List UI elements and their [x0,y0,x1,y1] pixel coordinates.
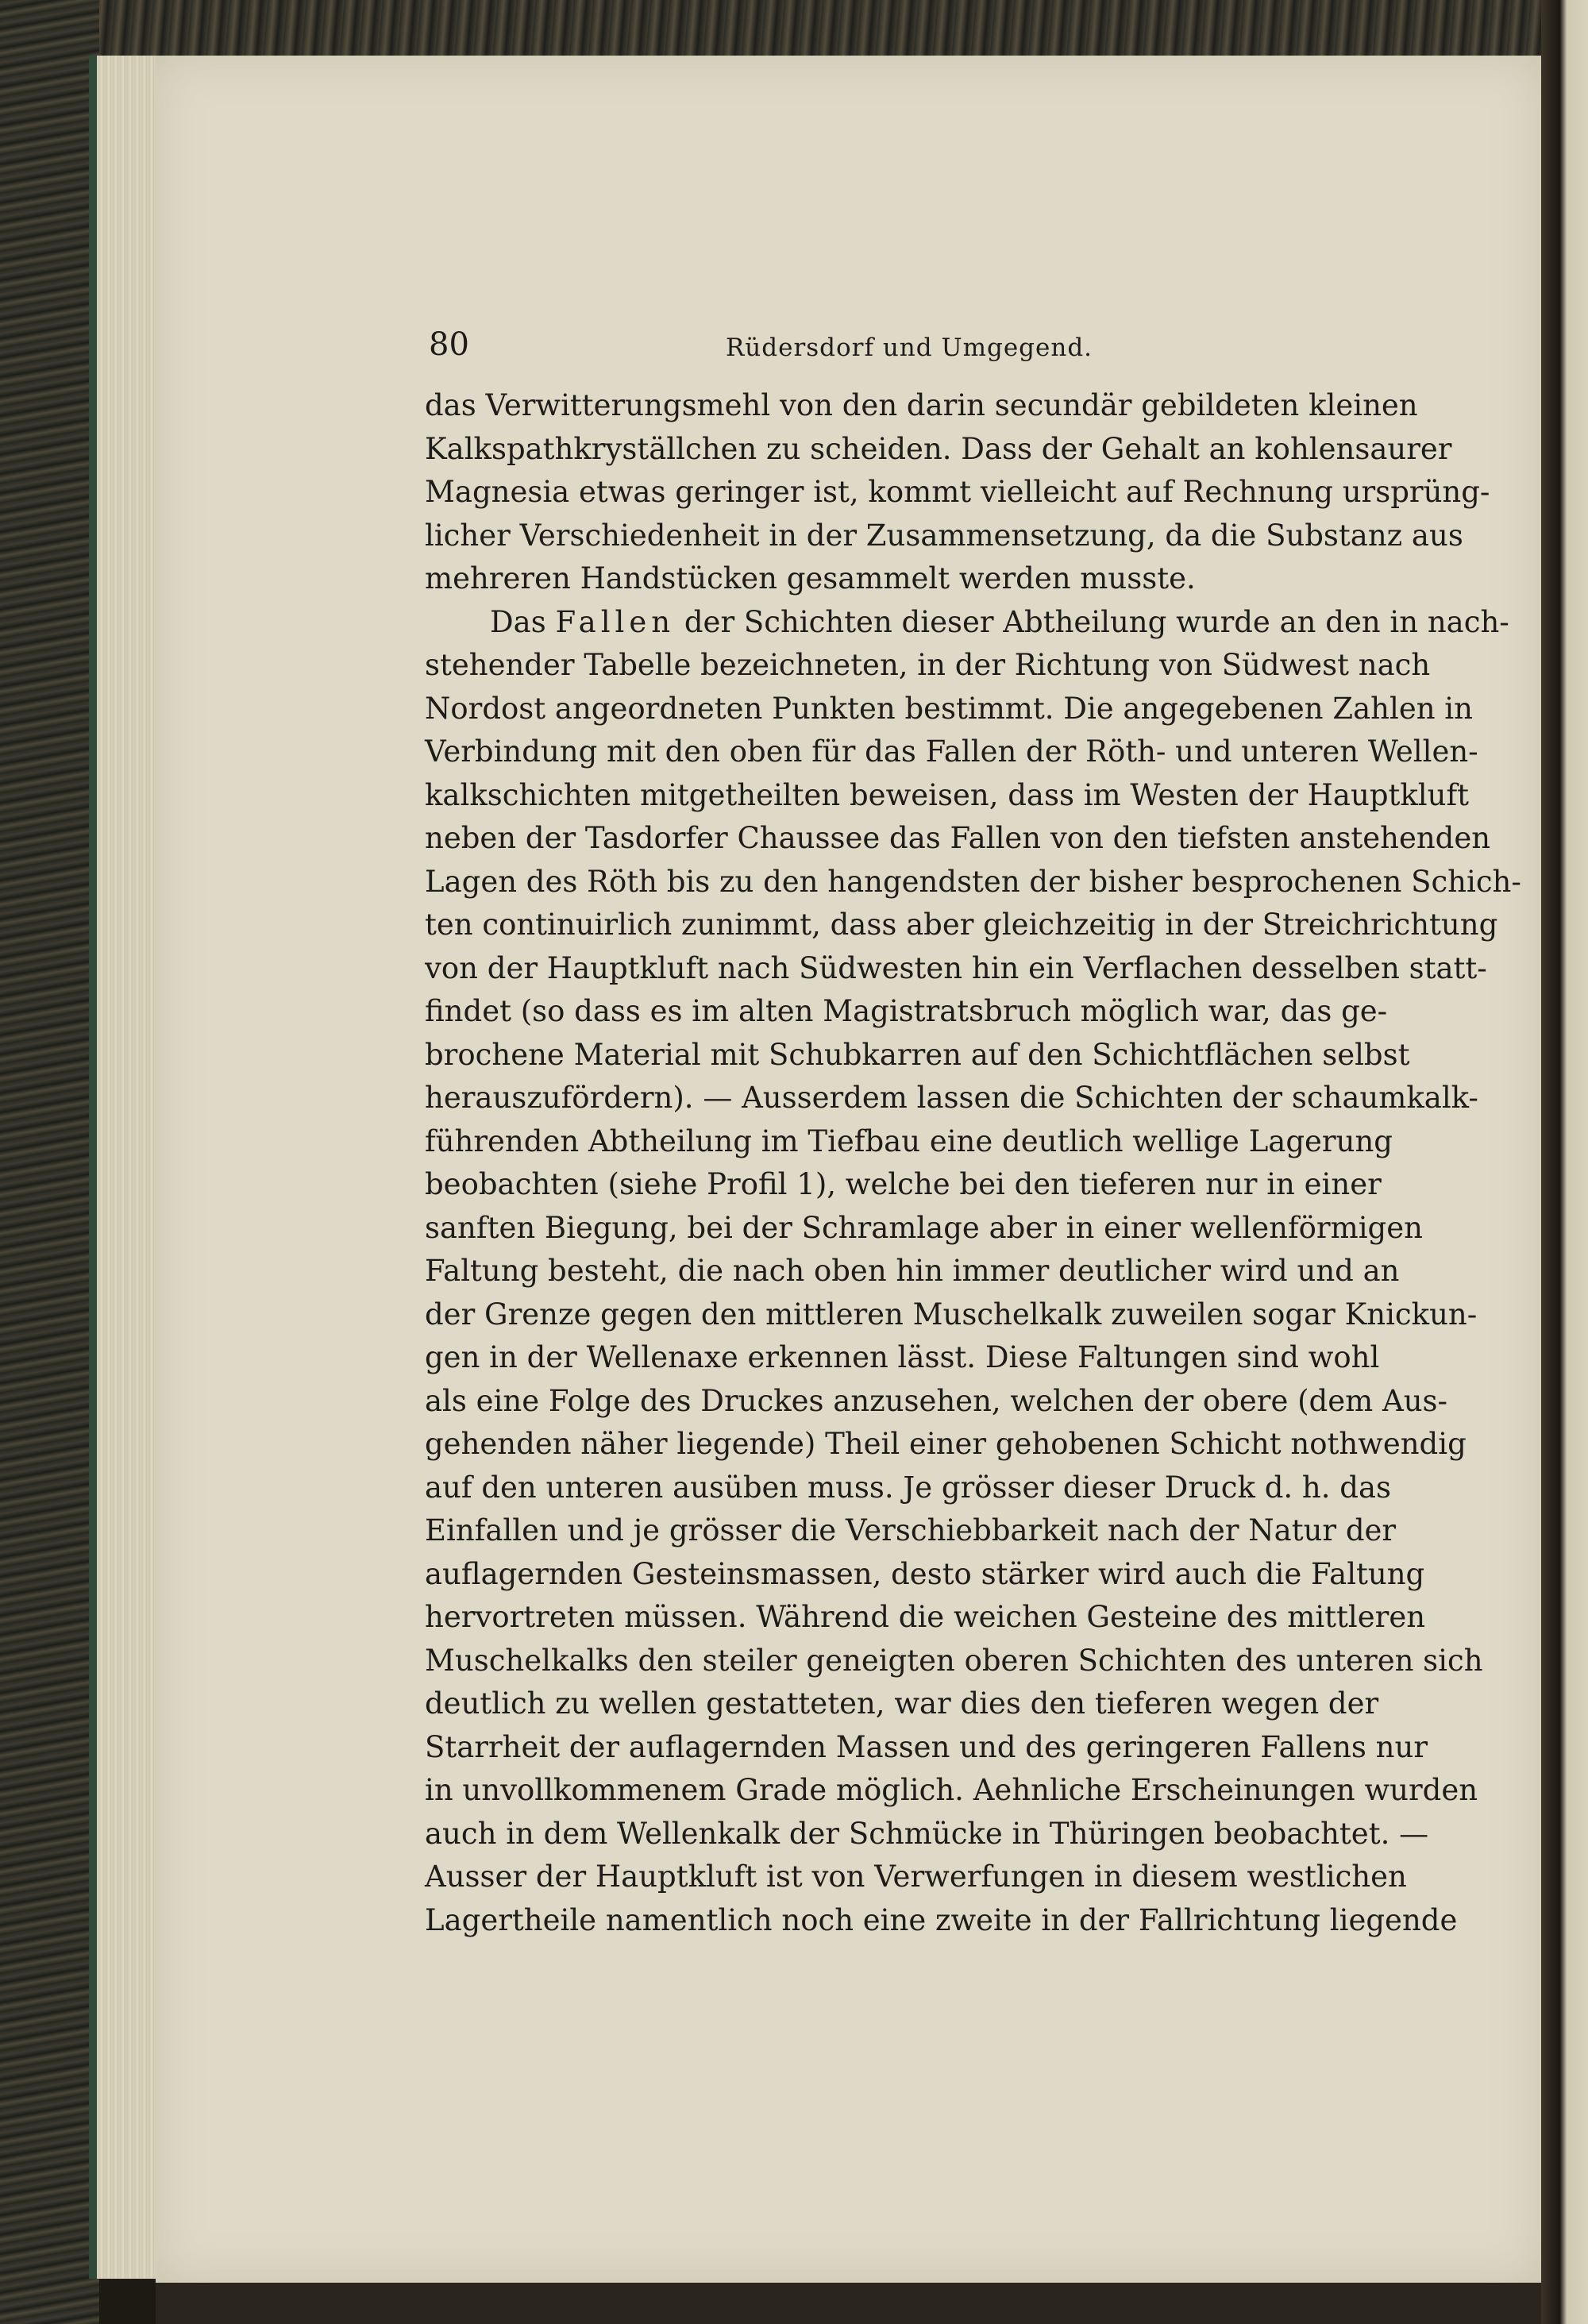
text-line: Magnesia etwas geringer ist, kommt vielleicht auf Rechnung ursprüng- [425,475,1490,509]
text-line: das Verwitterungsmehl von den darin secundär gebildeten kleinen [425,388,1418,422]
running-head: Rüdersdorf und Umgegend. [725,333,1093,362]
body-text [425,384,1521,1942]
text-line: brochene Material mit Schubkarren auf den Schichtflächen selbst [425,1037,1410,1072]
book-bottom-edge [156,2283,1541,2324]
text-line: kalkschichten mitgetheilten beweisen, dass im Westen der Hauptkluft [425,777,1470,812]
text-line: Ausser der Hauptkluft ist von Verwerfungen in diesem westlichen [425,1860,1407,1894]
page-header [429,321,1390,368]
text-line: der Grenze gegen den mittleren Muschelkalk zuweilen sogar Knickun- [425,1297,1478,1332]
right-gutter [1541,0,1588,2324]
text-line: Lagen des Röth bis zu den hangendsten der bisher besprochenen Schich- [425,864,1521,899]
text-line: auf den unteren ausüben muss. Je grösser dieser Druck d. h. das [425,1470,1391,1505]
text-line: Einfallen und je grösser die Verschiebbarkeit nach der Natur der [425,1513,1397,1547]
text-line: Kalkspathkryställchen zu scheiden. Dass der Gehalt an kohlensaurer [425,431,1452,466]
book-binding [0,0,99,2324]
text-line: führenden Abtheilung im Tiefbau eine deutlich wellige Lagerung [425,1123,1393,1158]
text-line: auflagernden Gesteinsmassen, desto stärker wird auch die Faltung [425,1556,1425,1591]
word: Das [490,604,546,639]
text-line: herauszufördern). — Ausserdem lassen die Schichten der schaumkalk- [425,1081,1478,1115]
text-line: findet (so dass es im alten Magistratsbruch möglich war, das ge- [425,994,1388,1028]
text-line: Faltung besteht, die nach oben hin immer deutlicher wird und an [425,1254,1400,1288]
text-line: Muschelkalks den steiler geneigten oberen Schichten des unteren sich [425,1643,1483,1678]
text-line [425,601,1509,645]
page-stack-edge [97,56,160,2279]
text-line: als eine Folge des Druckes anzusehen, welchen der obere (dem Aus- [425,1383,1448,1418]
text-line: Starrheit der auflagernden Massen und des geringeren Fallens nur [425,1729,1428,1764]
text-line: hervortreten müssen. Während die weichen Gesteine des mittleren [425,1600,1426,1634]
cover-edge [89,56,97,2279]
text-line: mehreren Handstücken gesammelt werden musste. [425,561,1196,595]
emphasized-word: Fallen [555,604,676,639]
text-line: ten continuirlich zunimmt, dass aber gleichzeitig in der Streichrichtung [425,908,1498,942]
text-line: beobachten (siehe Profil 1), welche bei den tieferen nur in einer [425,1167,1382,1201]
text-line: gen in der Wellenaxe erkennen lässt. Diese Faltungen sind wohl [425,1340,1380,1374]
text-line: in unvollkommenem Grade möglich. Aehnliche Erscheinungen wurden [425,1773,1478,1807]
text-line: von der Hauptkluft nach Südwesten hin ein Verflachen desselben statt- [425,950,1487,985]
text-line: auch in dem Wellenkalk der Schmücke in Thüringen beobachtet. — [425,1816,1429,1851]
book-top-edge [0,0,1588,56]
text-line: Verbindung mit den oben für das Fallen der Röth- und unteren Wellen- [425,734,1478,769]
text-line: gehenden näher liegende) Theil einer gehobenen Schicht nothwendig [425,1427,1467,1461]
text-line: stehender Tabelle bezeichneten, in der Richtung von Südwest nach [425,648,1431,682]
text-line: Lagertheile namentlich noch eine zweite in der Fallrichtung liegende [425,1902,1458,1937]
page-number: 80 [429,326,469,363]
text-line: Nordost angeordneten Punkten bestimmt. Die angegebenen Zahlen in [425,691,1473,726]
text-line: sanften Biegung, bei der Schramlage aber in einer wellenförmigen [425,1210,1423,1245]
text-line: deutlich zu wellen gestatteten, war dies den tieferen wegen der [425,1686,1379,1721]
text-line: neben der Tasdorfer Chaussee das Fallen von den tiefsten anstehenden [425,821,1491,855]
text-fragment: der Schichten dieser Abtheilung wurde an den in nach- [684,604,1509,639]
text-line: licher Verschiedenheit in der Zusammensetzung, da die Substanz aus [425,518,1463,553]
